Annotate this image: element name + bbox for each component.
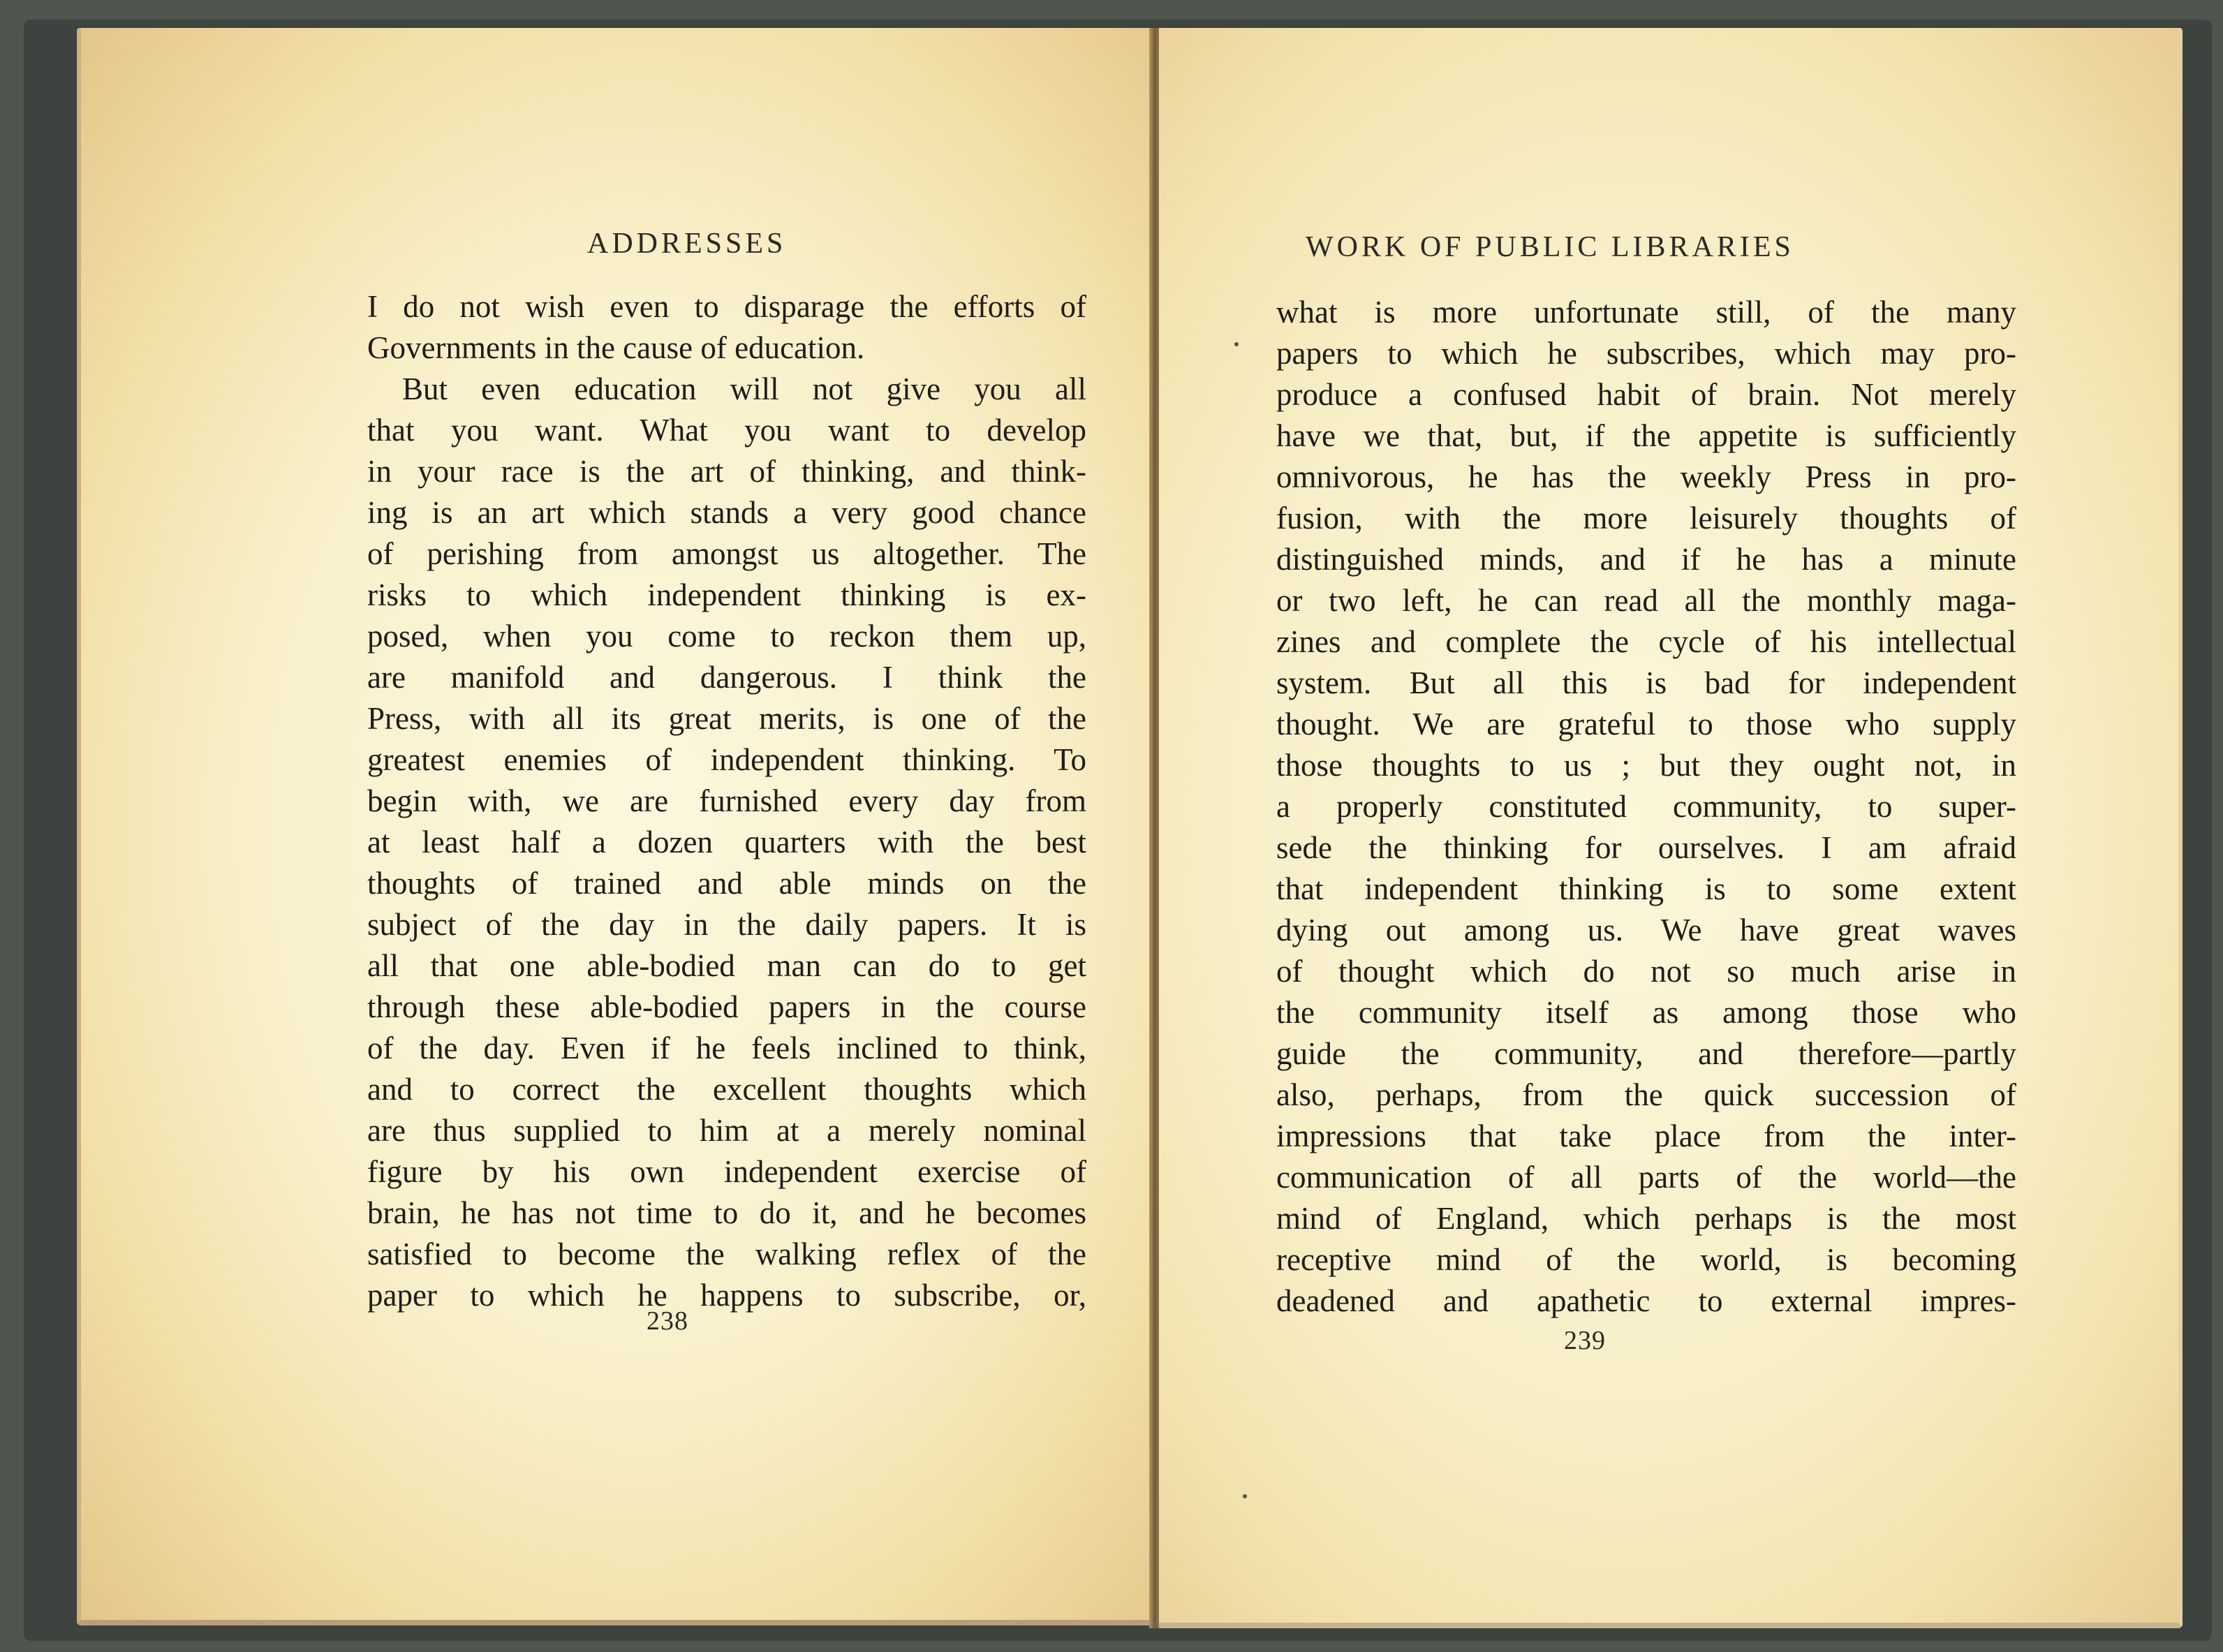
- text-line: communication of all parts of the world—the: [1276, 1160, 2016, 1195]
- text-line: omnivorous, he has the weekly Press in pro-: [1276, 459, 2016, 494]
- text-line: posed, when you come to reckon them up,: [367, 619, 1086, 654]
- text-line: what is more unfortunate still, of the many: [1276, 295, 2016, 330]
- text-line: produce a confused habit of brain. Not merely: [1276, 377, 2016, 412]
- text-line: are manifold and dangerous. I think the: [367, 660, 1086, 695]
- text-line: also, perhaps, from the quick succession of: [1276, 1077, 2016, 1112]
- body-text-right: [1276, 292, 2016, 1322]
- text-line: deadened and apathetic to external impres-: [1276, 1283, 2016, 1318]
- text-line: of thought which do not so much arise in: [1276, 954, 2016, 989]
- text-line: the community itself as among those who: [1276, 995, 2016, 1030]
- text-line: paper to which he happens to subscribe, or,: [367, 1278, 1086, 1313]
- text-line: are thus supplied to him at a merely nominal: [367, 1113, 1086, 1148]
- text-line: receptive mind of the world, is becoming: [1276, 1242, 2016, 1277]
- text-line: brain, he has not time to do it, and he becomes: [367, 1195, 1086, 1230]
- text-line: dying out among us. We have great waves: [1276, 913, 2016, 947]
- page-number-left: 238: [647, 1306, 688, 1336]
- text-line: ing is an art which stands a very good chance: [367, 495, 1086, 530]
- text-line: through these able-bodied papers in the course: [367, 989, 1086, 1024]
- text-line: satisfied to become the walking reflex of the: [367, 1237, 1086, 1271]
- text-line: figure by his own independent exercise of: [367, 1154, 1086, 1189]
- text-line: system. But all this is bad for independent: [1276, 665, 2016, 700]
- text-line: fusion, with the more leisurely thoughts of: [1276, 501, 2016, 536]
- text-line: zines and complete the cycle of his intellectual: [1276, 624, 2016, 659]
- text-line: and to correct the excellent thoughts which: [367, 1072, 1086, 1107]
- text-line: distinguished minds, and if he has a minute: [1276, 542, 2016, 577]
- text-line: of the day. Even if he feels inclined to think,: [367, 1031, 1086, 1065]
- right-page: [1159, 28, 2183, 1628]
- text-line: of perishing from amongst us altogether. The: [367, 536, 1086, 571]
- paper-speck: [1234, 342, 1239, 346]
- running-head-left: ADDRESSES: [587, 228, 787, 260]
- text-line: guide the community, and therefore—partly: [1276, 1036, 2016, 1071]
- text-line: Governments in the cause of education.: [367, 330, 865, 365]
- text-line: Press, with all its great merits, is one of the: [367, 701, 1086, 736]
- text-line: all that one able-bodied man can do to get: [367, 948, 1086, 983]
- text-line: at least half a dozen quarters with the best: [367, 825, 1086, 860]
- text-line: thoughts of trained and able minds on the: [367, 866, 1086, 901]
- text-line: risks to which independent thinking is ex-: [367, 577, 1086, 612]
- text-line: that you want. What you want to develop: [367, 413, 1086, 448]
- text-line: impressions that take place from the inter-: [1276, 1119, 2016, 1153]
- text-line: or two left, he can read all the monthly maga-: [1276, 583, 2016, 618]
- text-line: subject of the day in the daily papers. It is: [367, 907, 1086, 942]
- text-line: greatest enemies of independent thinking. To: [367, 742, 1086, 777]
- text-line: begin with, we are furnished every day from: [367, 783, 1086, 818]
- text-line: thought. We are grateful to those who supply: [1276, 707, 2016, 742]
- page-number-right: 239: [1564, 1326, 1606, 1355]
- text-line: papers to which he subscribes, which may pro-: [1276, 336, 2016, 371]
- body-text-left: [367, 286, 1086, 1316]
- text-line: those thoughts to us ; but they ought not, in: [1276, 748, 2016, 783]
- running-head-right: WORK OF PUBLIC LIBRARIES: [1306, 231, 1794, 263]
- text-line: sede the thinking for ourselves. I am afraid: [1276, 830, 2016, 865]
- text-line: that independent thinking is to some extent: [1276, 871, 2016, 906]
- text-line: a properly constituted community, to super-: [1276, 789, 2016, 824]
- text-line: But even education will not give you all: [402, 371, 1086, 406]
- left-page: [77, 28, 1156, 1625]
- text-line: mind of England, which perhaps is the most: [1276, 1201, 2016, 1236]
- text-line: I do not wish even to disparage the efforts of: [367, 289, 1086, 324]
- text-line: in your race is the art of thinking, and think-: [367, 454, 1086, 489]
- text-line: have we that, but, if the appetite is sufficiently: [1276, 418, 2016, 453]
- paper-speck: [1243, 1494, 1247, 1498]
